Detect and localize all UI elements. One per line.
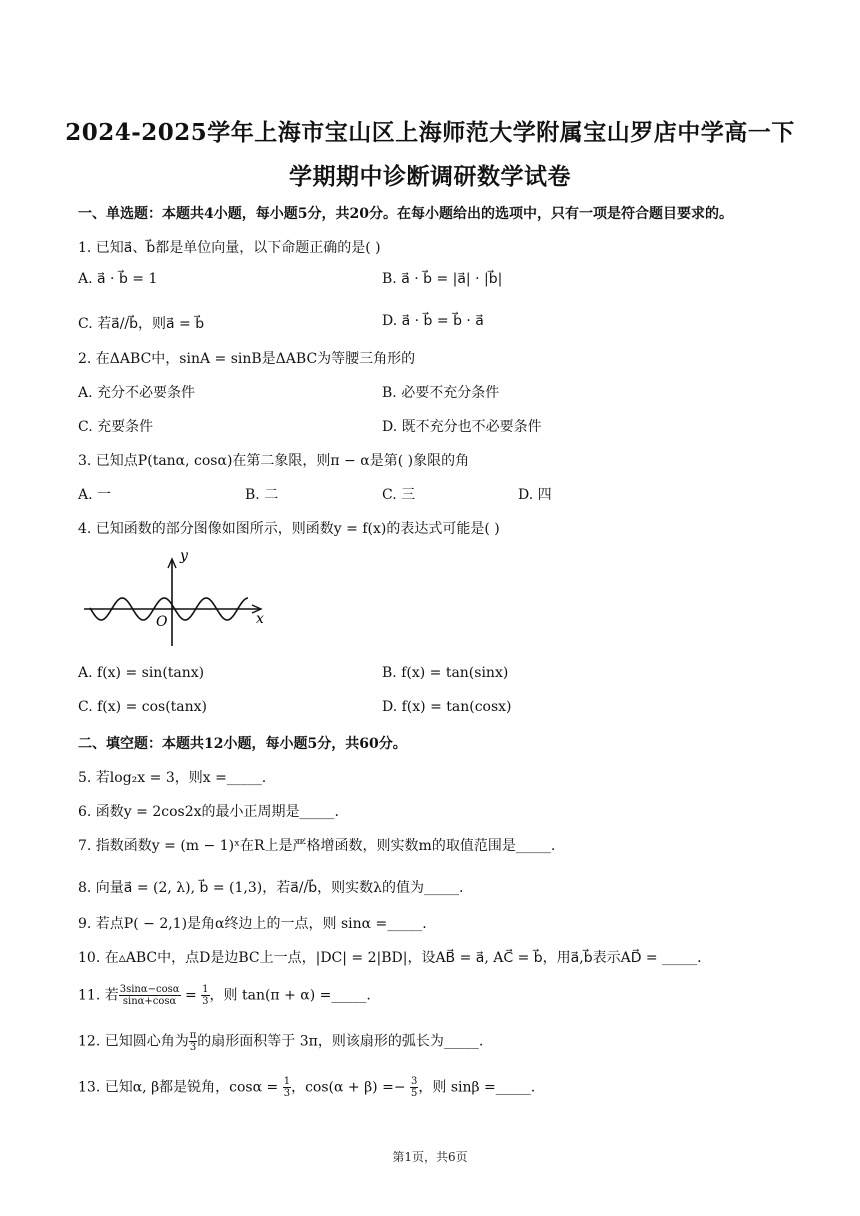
question-13-suffix: ，则 sinβ =_____.: [418, 1079, 536, 1096]
question-4-option-b: B. f(x) = tan(sinx): [382, 665, 509, 681]
graph-x-label: x: [256, 611, 264, 627]
page-footer: 第1页，共6页: [392, 1150, 468, 1164]
question-2-stem: 2. 在ΔABC中，sinA = sinB是ΔABC为等腰三角形的: [78, 351, 416, 367]
question-12: [78, 1030, 483, 1053]
question-13-fraction-2-numerator: 3: [411, 1076, 418, 1087]
question-11-value-denominator: 3: [202, 996, 209, 1007]
question-11-equals: =: [180, 987, 202, 1004]
question-13-fraction-1-numerator: 1: [283, 1076, 291, 1087]
question-5: 5. 若log₂x = 3，则x =_____.: [78, 770, 267, 786]
question-1-stem: 1. 已知a⃗、b⃗都是单位向量，以下命题正确的是( ): [78, 240, 381, 256]
question-10: 10. 在▵ABC中，点D是边BC上一点，|DC| = 2|BD|，设AB⃗ = a⃗, AC⃗ = b⃗，用a⃗,b⃗表示AD⃗ = _____.: [78, 950, 702, 966]
question-8: 8. 向量a⃗ = (2, λ), b⃗ = (1,3)，若a⃗//b⃗，则实数λ的值为_____.: [78, 880, 464, 896]
graph-origin-label: O: [156, 614, 168, 630]
question-13-fraction-1: [283, 1076, 291, 1099]
question-11: [78, 984, 371, 1007]
question-11-prefix: 11. 若: [78, 987, 119, 1004]
question-11-suffix: ，则 tan(π + α) =_____.: [209, 987, 371, 1004]
question-2-option-d: D. 既不充分也不必要条件: [382, 419, 542, 435]
question-12-fraction: [189, 1030, 198, 1053]
question-6: 6. 函数y = 2cos2x的最小正周期是_____.: [78, 804, 339, 820]
page-title-line1: 2024-2025学年上海市宝山区上海师范大学附属宝山罗店中学高一下: [65, 119, 795, 146]
question-11-value-fraction: [201, 984, 209, 1007]
question-13-fraction-2-denominator: 5: [411, 1088, 418, 1099]
graph-y-label: y: [180, 550, 188, 564]
question-7: 7. 指数函数y = (m − 1)ˣ在R上是严格增函数，则实数m的取值范围是_____.: [78, 838, 556, 854]
question-12-prefix: 12. 已知圆心角为: [78, 1033, 189, 1050]
question-1-option-b: B. a⃗ · b⃗ = |a⃗| · |b⃗|: [382, 271, 503, 287]
question-4-option-c: C. f(x) = cos(tanx): [78, 699, 208, 715]
question-1-option-d: D. a⃗ · b⃗ = b⃗ · a⃗: [382, 313, 484, 329]
question-4-option-a: A. f(x) = sin(tanx): [78, 665, 205, 681]
question-13-middle: ，cos(α + β) =−: [291, 1079, 410, 1096]
question-12-fraction-numerator: π: [189, 1030, 197, 1041]
question-3-stem: 3. 已知点P(tanα, cosα)在第二象限，则π − α是第( )象限的角: [78, 453, 470, 469]
question-2-option-a: A. 充分不必要条件: [78, 385, 196, 401]
section-heading-fill-in: 二、填空题：本题共12小题，每小题5分，共60分。: [78, 736, 407, 752]
question-1-option-a: A. a⃗ · b⃗ = 1: [78, 271, 158, 287]
question-4-graph: [80, 550, 270, 650]
question-13-prefix: 13. 已知α, β都是锐角，cosα =: [78, 1079, 283, 1096]
question-12-suffix: 的扇形面积等于 3π，则该扇形的弧长为_____.: [197, 1033, 484, 1050]
question-13-fraction-1-denominator: 3: [283, 1088, 291, 1099]
question-3-option-c: C. 三: [382, 487, 416, 503]
question-3-option-d: D. 四: [518, 487, 552, 503]
question-4-stem: 4. 已知函数的部分图像如图所示，则函数y = f(x)的表达式可能是( ): [78, 521, 500, 537]
question-11-fraction-numerator: 3sinα−cosα: [119, 984, 180, 995]
question-3-option-a: A. 一: [78, 487, 112, 503]
question-11-fraction: [119, 984, 181, 1007]
question-9: 9. 若点P( − 2,1)是角α终边上的一点，则 sinα =_____.: [78, 916, 427, 932]
question-13: [78, 1076, 535, 1099]
question-3-option-b: B. 二: [245, 487, 279, 503]
question-11-fraction-denominator: sinα+cosα: [122, 996, 177, 1007]
section-heading-single-choice: 一、单选题：本题共4小题，每小题5分，共20分。在每小题给出的选项中，只有一项是符合题目要求的。: [78, 206, 733, 222]
question-2-option-c: C. 充要条件: [78, 419, 154, 435]
question-11-value-numerator: 1: [202, 984, 209, 995]
question-4-option-d: D. f(x) = tan(cosx): [382, 699, 512, 715]
question-2-option-b: B. 必要不充分条件: [382, 385, 500, 401]
question-1-option-c: C. 若a⃗//b⃗，则a⃗ = b⃗: [78, 316, 205, 332]
question-12-fraction-denominator: 3: [189, 1042, 197, 1053]
page-title-line2: 学期期中诊断调研数学试卷: [289, 163, 571, 190]
